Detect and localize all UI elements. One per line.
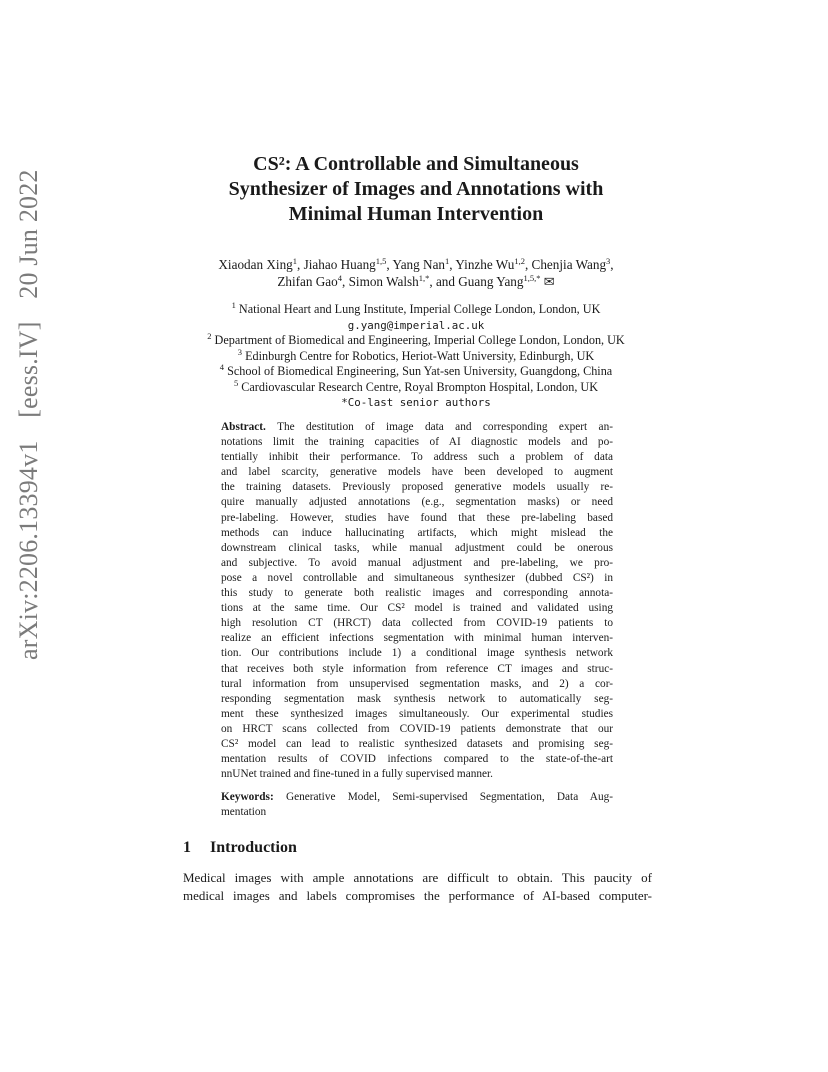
affiliation-sup: 4 <box>219 362 225 372</box>
arxiv-date: 20 Jun 2022 <box>14 169 43 299</box>
affiliation <box>130 302 702 318</box>
affiliation-text: National Heart and Lung Institute, Imperial College London, London, UK <box>238 302 601 316</box>
arxiv-category: [eess.IV] <box>14 321 43 418</box>
author-line-1: Xiaodan Xing$^1$, Jiahao Huang$^{1,5}$, Yang Nan$^1$, Yinzhe Wu$^{1,2}$, Chenjia Wang$^3$, <box>218 256 614 272</box>
author-sup: 1,* <box>418 273 430 283</box>
affiliations <box>130 302 702 411</box>
abstract-label: Abstract. <box>221 421 266 433</box>
abstract-line <box>221 420 613 435</box>
title-line: Minimal Human Intervention <box>288 203 544 225</box>
author-name: Xiaodan Xing <box>218 257 293 272</box>
author-name: Yang Nan <box>392 257 446 272</box>
co-last-note: *Co-last senior authors <box>341 396 491 409</box>
author-sup: 1,5,* <box>523 273 541 283</box>
affiliation-sup: 1 <box>231 300 236 310</box>
author-sup: 1 <box>292 256 298 266</box>
affiliation <box>130 364 702 380</box>
abstract-line: this study to generate both realistic images and corresponding annota- <box>221 587 613 600</box>
abstract-line: the training datasets. Previously proposed generative models usually re- <box>221 481 613 494</box>
affiliation-text: School of Biomedical Engineering, Sun Yat-sen University, Guangdong, China <box>227 364 613 378</box>
abstract-line: quire manually adjusted annotations (e.g., segmentation masks) or need <box>221 496 613 509</box>
title-line: Synthesizer of Images and Annotations with <box>228 178 604 200</box>
abstract-line: tion. Our contributions include 1) a conditional image synthesis network <box>221 647 613 660</box>
author-name: Jiahao Huang <box>303 257 376 272</box>
abstract-line: ment these synthesized images simultaneously. Our experimental studies <box>221 707 613 720</box>
abstract-line: methods can induce hallucinating artifacts, which might mislead the <box>221 526 613 539</box>
author-sup: 1,2 <box>514 256 525 266</box>
affiliation-sup: 3 <box>237 346 243 357</box>
author-sup: 4 <box>337 273 342 283</box>
author-sup: 3 <box>606 256 611 266</box>
affiliation <box>130 377 702 396</box>
keywords-line <box>221 790 613 805</box>
abstract-line: nnUNet trained and fine-tuned in a fully supervised manner. <box>221 768 493 781</box>
abstract-line: and label scarcity, generative models have been developed to augment <box>221 466 613 479</box>
body-line: Medical images with ample annotations are difficult to obtain. This paucity of <box>183 870 652 885</box>
abstract-line: responding segmentation mask synthesis network to automatically seg- <box>221 692 613 705</box>
abstract-line: high resolution CT (HRCT) data collected from COVID-19 patients to <box>221 617 613 630</box>
abstract-line: tural information from unsupervised segmentation masks, and 2) a cor- <box>221 677 613 690</box>
abstract <box>221 420 613 782</box>
body-paragraph <box>183 869 652 904</box>
abstract-line: pose a novel controllable and simultaneous synthesizer (dubbed CS²) in <box>221 571 613 584</box>
author-line-2: Zhifan Gao$^4$, Simon Walsh$^{1,*}$, and Guang Yang$^{1,5,*}$ ✉ <box>277 273 555 289</box>
abstract-line: tentially inhibit their performance. To address such a problem of data <box>221 451 613 464</box>
author-name: Zhifan Gao <box>277 274 338 289</box>
affiliation-text: Edinburgh Centre for Robotics, Heriot-Watt University, Edinburgh, UK <box>245 348 595 363</box>
abstract-line: on HRCT scans collected from COVID-19 patients demonstrate that our <box>221 722 613 735</box>
abstract-text: The destitution of image data and corresponding expert an- <box>277 421 613 433</box>
contact-email[interactable]: g.yang@imperial.ac.uk <box>347 318 485 332</box>
abstract-line: downstream clinical tasks, while manual adjustment could be onerous <box>221 541 613 554</box>
affiliation <box>130 333 702 349</box>
arxiv-stamp <box>14 153 44 660</box>
abstract-line: tions at the same time. Our CS² model is trained and validated using <box>221 602 613 615</box>
author-sup: 1 <box>445 256 450 266</box>
affiliation-text: Cardiovascular Research Centre, Royal Brompton Hospital, London, UK <box>241 379 599 394</box>
arxiv-id: arXiv:2206.13394v1 <box>14 440 43 660</box>
section-title: Introduction <box>210 839 297 856</box>
affiliation-text: Department of Biomedical and Engineering, Imperial College London, London, UK <box>214 333 625 347</box>
abstract-line: notations limit the training capacities of AI diagnostic models and po- <box>221 436 613 449</box>
keywords-label: Keywords: <box>221 791 274 803</box>
keywords-text: Generative Model, Semi-supervised Segmentation, Data Aug- <box>285 791 614 803</box>
author-name: and Guang Yang <box>435 274 524 289</box>
keywords-line: mentation <box>221 806 267 819</box>
title-line: CS²: A Controllable and Simultaneous <box>253 153 579 175</box>
author-name: Chenjia Wang <box>531 257 607 272</box>
section-heading <box>183 839 297 857</box>
author-sup: 1,5 <box>375 256 387 266</box>
affiliation-sup: 5 <box>233 377 239 388</box>
affiliation-sup: 2 <box>207 331 212 341</box>
abstract-line: pre-labeling. However, studies have found that these pre-labeling based <box>221 511 613 524</box>
affiliation <box>130 346 702 365</box>
keywords <box>221 790 613 820</box>
author-list <box>130 256 702 290</box>
section-number: 1 <box>183 839 191 856</box>
abstract-line: realize an efficient infections segmentation with minimal human interven- <box>221 632 613 645</box>
author-name: Simon Walsh <box>348 274 419 289</box>
abstract-line: mentation results of COVID infections compared to the state-of-the-art <box>221 753 613 766</box>
abstract-line: and subjective. To avoid manual adjustment and pre-labeling, we pro- <box>221 556 613 569</box>
body-line: medical images and labels compromises the performance of AI-based computer- <box>183 887 652 903</box>
envelope-icon[interactable]: ✉ <box>543 274 555 289</box>
abstract-line: that receives both style information from reference CT images and struc- <box>221 662 613 675</box>
abstract-line: CS² model can lead to realistic synthesized datasets and promising seg- <box>221 737 613 750</box>
author-name: Yinzhe Wu <box>455 257 515 272</box>
paper-title <box>120 152 712 227</box>
